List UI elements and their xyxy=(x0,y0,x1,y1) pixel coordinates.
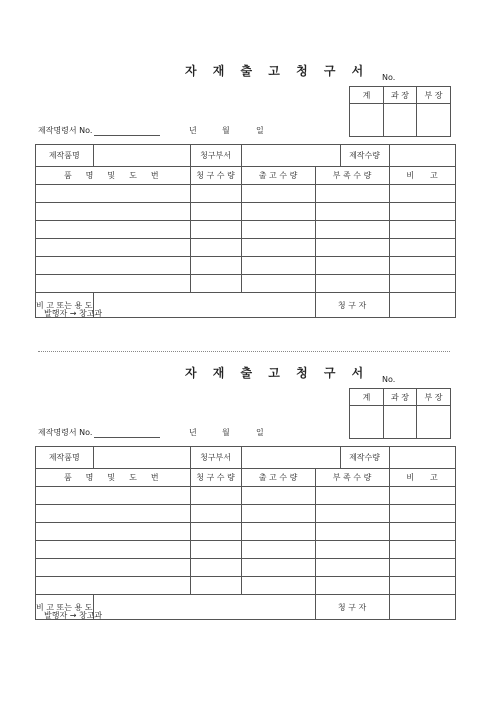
shortage-qty-cell[interactable] xyxy=(315,487,389,505)
requester-label: 청 구 자 xyxy=(315,293,389,318)
remarks-cell[interactable] xyxy=(389,523,455,541)
order-number xyxy=(38,125,160,136)
issued-qty-cell[interactable] xyxy=(241,505,315,523)
date-year-label: 년 xyxy=(189,428,197,437)
date-day-label: 일 xyxy=(256,428,264,437)
remarks-cell[interactable] xyxy=(389,541,455,559)
approval-manager-label: 과 장 xyxy=(384,87,417,104)
date-month-label: 월 xyxy=(222,428,230,437)
requester-field[interactable] xyxy=(389,293,455,318)
shortage-qty-cell[interactable] xyxy=(315,559,389,577)
remarks-cell[interactable] xyxy=(389,559,455,577)
approval-manager-label: 과 장 xyxy=(384,389,417,406)
issued-qty-cell[interactable] xyxy=(241,185,315,203)
approval-box xyxy=(349,86,451,137)
col-shortage-qty: 부 족 수 량 xyxy=(315,167,389,185)
order-number xyxy=(38,427,160,438)
production-qty-label: 제작수량 xyxy=(340,145,389,167)
col-requested-qty: 청 구 수 량 xyxy=(190,469,241,487)
issued-qty-cell[interactable] xyxy=(241,523,315,541)
request-dept-field[interactable] xyxy=(241,447,340,469)
approval-manager-sign[interactable] xyxy=(384,104,417,137)
issued-qty-cell[interactable] xyxy=(241,203,315,221)
issued-qty-cell[interactable] xyxy=(241,221,315,239)
approval-staff-label: 계 xyxy=(350,389,384,406)
product-name-label: 제작품명 xyxy=(36,145,94,167)
issuer-note: 발행자 → 창고과 xyxy=(44,611,103,620)
order-number-label: 제작명령서 No. xyxy=(38,428,93,437)
order-number-field[interactable] xyxy=(94,127,160,136)
shortage-qty-cell[interactable] xyxy=(315,541,389,559)
item-name-cell[interactable] xyxy=(36,185,191,203)
form-title: 자 재 출 고 청 구 서 xyxy=(185,366,370,380)
approval-staff-sign[interactable] xyxy=(350,104,384,137)
approval-box xyxy=(349,388,451,439)
table-row xyxy=(36,559,456,577)
col-issued-qty: 출 고 수 량 xyxy=(241,167,315,185)
col-shortage-qty: 부 족 수 량 xyxy=(315,469,389,487)
date-year-label: 년 xyxy=(189,126,197,135)
requested-qty-cell[interactable] xyxy=(190,523,241,541)
table-row xyxy=(36,541,456,559)
item-name-cell[interactable] xyxy=(36,257,191,275)
table-row xyxy=(36,505,456,523)
requested-qty-cell[interactable] xyxy=(190,577,241,595)
shortage-qty-cell[interactable] xyxy=(315,239,389,257)
shortage-qty-cell[interactable] xyxy=(315,505,389,523)
table-row xyxy=(36,275,456,293)
item-name-cell[interactable] xyxy=(36,221,191,239)
request-dept-field[interactable] xyxy=(241,145,340,167)
remarks-cell[interactable] xyxy=(389,221,455,239)
col-remarks: 비 고 xyxy=(389,469,455,487)
date-day-label: 일 xyxy=(256,126,264,135)
table-row xyxy=(36,185,456,203)
request-dept-label: 청구부서 xyxy=(190,447,241,469)
requested-qty-cell[interactable] xyxy=(190,203,241,221)
requested-qty-cell[interactable] xyxy=(190,275,241,293)
approval-manager-sign[interactable] xyxy=(384,406,417,439)
shortage-qty-cell[interactable] xyxy=(315,275,389,293)
date-month-label: 월 xyxy=(222,126,230,135)
table-row xyxy=(36,221,456,239)
item-name-cell[interactable] xyxy=(36,275,191,293)
order-number-field[interactable] xyxy=(94,429,160,438)
item-table xyxy=(35,446,456,620)
remarks-cell[interactable] xyxy=(389,239,455,257)
table-row xyxy=(36,487,456,505)
remarks-cell[interactable] xyxy=(389,257,455,275)
approval-director-label: 부 장 xyxy=(417,87,451,104)
shortage-qty-cell[interactable] xyxy=(315,577,389,595)
production-qty-field[interactable] xyxy=(389,447,455,469)
order-number-label: 제작명령서 No. xyxy=(38,126,93,135)
item-name-cell[interactable] xyxy=(36,577,191,595)
col-remarks: 비 고 xyxy=(389,167,455,185)
remarks-cell[interactable] xyxy=(389,185,455,203)
item-name-cell[interactable] xyxy=(36,559,191,577)
approval-director-sign[interactable] xyxy=(417,104,451,137)
shortage-qty-cell[interactable] xyxy=(315,203,389,221)
item-name-cell[interactable] xyxy=(36,523,191,541)
item-rows xyxy=(36,185,456,293)
requested-qty-cell[interactable] xyxy=(190,541,241,559)
issued-qty-cell[interactable] xyxy=(241,257,315,275)
issued-qty-cell[interactable] xyxy=(241,239,315,257)
shortage-qty-cell[interactable] xyxy=(315,221,389,239)
table-row xyxy=(36,577,456,595)
approval-director-sign[interactable] xyxy=(417,406,451,439)
col-item-name: 품 명 및 도 번 xyxy=(36,469,191,487)
issuer-note: 발행자 → 창고과 xyxy=(44,309,103,318)
remarks-cell[interactable] xyxy=(389,203,455,221)
product-name-field[interactable] xyxy=(93,145,190,167)
remarks-field[interactable] xyxy=(93,595,315,620)
requested-qty-cell[interactable] xyxy=(190,257,241,275)
item-name-cell[interactable] xyxy=(36,541,191,559)
item-name-cell[interactable] xyxy=(36,239,191,257)
requested-qty-cell[interactable] xyxy=(190,239,241,257)
remarks-label: 비 고 또는 용 도 xyxy=(36,595,94,620)
requested-qty-cell[interactable] xyxy=(190,221,241,239)
requester-field[interactable] xyxy=(389,595,455,620)
remarks-cell[interactable] xyxy=(389,577,455,595)
form-divider xyxy=(38,351,450,352)
item-name-cell[interactable] xyxy=(36,487,191,505)
requested-qty-cell[interactable] xyxy=(190,505,241,523)
issued-qty-cell[interactable] xyxy=(241,487,315,505)
shortage-qty-cell[interactable] xyxy=(315,185,389,203)
approval-staff-sign[interactable] xyxy=(350,406,384,439)
item-table xyxy=(35,144,456,318)
remarks-label: 비 고 또는 용 도 xyxy=(36,293,94,318)
requested-qty-cell[interactable] xyxy=(190,487,241,505)
request-dept-label: 청구부서 xyxy=(190,145,241,167)
form-number-label: No. xyxy=(382,375,396,384)
col-requested-qty: 청 구 수 량 xyxy=(190,167,241,185)
item-rows xyxy=(36,487,456,595)
issued-qty-cell[interactable] xyxy=(241,541,315,559)
requested-qty-cell[interactable] xyxy=(190,185,241,203)
table-row xyxy=(36,239,456,257)
shortage-qty-cell[interactable] xyxy=(315,523,389,541)
approval-staff-label: 계 xyxy=(350,87,384,104)
production-qty-field[interactable] xyxy=(389,145,455,167)
issued-qty-cell[interactable] xyxy=(241,559,315,577)
item-name-cell[interactable] xyxy=(36,505,191,523)
approval-director-label: 부 장 xyxy=(417,389,451,406)
col-item-name: 품 명 및 도 번 xyxy=(36,167,191,185)
remarks-field[interactable] xyxy=(93,293,315,318)
table-row xyxy=(36,257,456,275)
item-name-cell[interactable] xyxy=(36,203,191,221)
remarks-cell[interactable] xyxy=(389,505,455,523)
remarks-cell[interactable] xyxy=(389,487,455,505)
issued-qty-cell[interactable] xyxy=(241,275,315,293)
form-number-label: No. xyxy=(382,73,396,82)
requested-qty-cell[interactable] xyxy=(190,559,241,577)
table-row xyxy=(36,523,456,541)
form-title: 자 재 출 고 청 구 서 xyxy=(185,64,370,78)
product-name-field[interactable] xyxy=(93,447,190,469)
product-name-label: 제작품명 xyxy=(36,447,94,469)
shortage-qty-cell[interactable] xyxy=(315,257,389,275)
remarks-cell[interactable] xyxy=(389,275,455,293)
requester-label: 청 구 자 xyxy=(315,595,389,620)
issued-qty-cell[interactable] xyxy=(241,577,315,595)
table-row xyxy=(36,203,456,221)
col-issued-qty: 출 고 수 량 xyxy=(241,469,315,487)
production-qty-label: 제작수량 xyxy=(340,447,389,469)
